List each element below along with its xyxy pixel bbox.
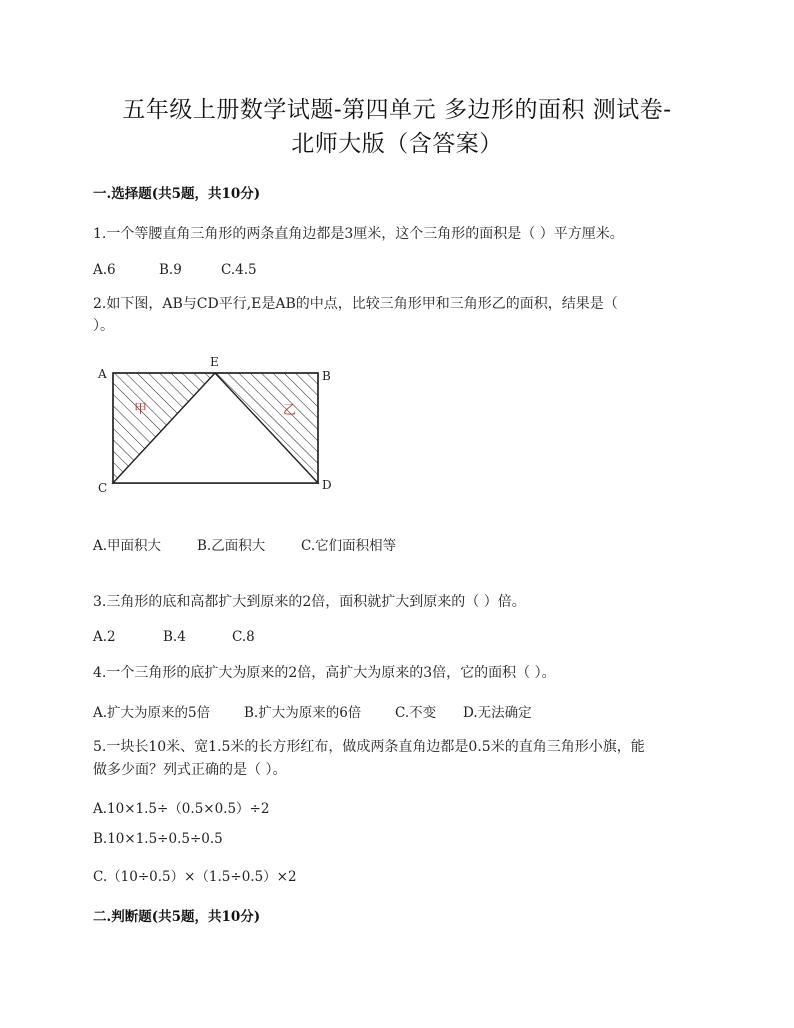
question-5-text-line1: 5.一块长10米、宽1.5米的长方形红布，做成两条直角边都是0.5米的直角三角形小旗，能 <box>93 739 645 755</box>
q4-option-d: D.无法确定 <box>463 705 532 721</box>
q5-option-c: C.（10÷0.5）×（1.5÷0.5）×2 <box>93 869 297 885</box>
q3-option-a: A.2 <box>93 629 116 645</box>
q5-option-b: B.10×1.5÷0.5÷0.5 <box>93 831 223 847</box>
page-title-line1: 五年级上册数学试题-第四单元 多边形的面积 测试卷- <box>122 97 672 123</box>
q1-option-a: A.6 <box>93 262 116 278</box>
question-5-text-line2: 做多少面？列式正确的是（ ）。 <box>93 762 287 778</box>
question-3-text: 3.三角形的底和高都扩大到原来的2倍，面积就扩大到原来的（ ）倍。 <box>93 594 526 610</box>
q1-option-b: B.9 <box>159 262 182 278</box>
q4-option-c: C.不变 <box>395 705 437 721</box>
vertex-label-c: C <box>98 481 108 495</box>
question-1-text: 1.一个等腰直角三角形的两条直角边都是3厘米，这个三角形的面积是（ ）平方厘米。 <box>93 226 624 242</box>
q4-option-a: A.扩大为原来的5倍 <box>93 705 211 721</box>
vertex-label-b: B <box>322 369 331 383</box>
vertex-label-a: A <box>98 367 107 381</box>
section-heading-choice: 一.选择题(共5题，共10分) <box>93 186 261 202</box>
section-heading-judgement: 二.判断题(共5题，共10分) <box>93 909 261 925</box>
q5-option-a: A.10×1.5÷（0.5×0.5）÷2 <box>93 801 270 817</box>
q1-option-c: C.4.5 <box>221 262 257 278</box>
vertex-label-e: E <box>210 355 219 369</box>
trapezoid-figure <box>93 352 343 502</box>
region-label-yi: 乙 <box>283 403 297 418</box>
q2-option-c: C.它们面积相等 <box>301 538 397 554</box>
q3-option-b: B.4 <box>163 629 186 645</box>
q4-option-b: B.扩大为原来的6倍 <box>244 705 362 721</box>
vertex-label-d: D <box>322 478 332 492</box>
q2-option-b: B.乙面积大 <box>197 538 266 554</box>
page-title-line2: 北师大版（含答案） <box>291 131 503 157</box>
question-4-text: 4.一个三角形的底扩大为原来的2倍，高扩大为原来的3倍，它的面积（ ）。 <box>93 665 556 681</box>
region-label-jia: 甲 <box>134 402 148 417</box>
question-2-text-line1: 2.如下图，AB与CD平行,E是AB的中点，比较三角形甲和三角形乙的面积，结果是（ <box>93 296 618 312</box>
question-2-text-line2: ）。 <box>93 318 114 334</box>
q2-option-a: A.甲面积大 <box>93 538 162 554</box>
q3-option-c: C.8 <box>232 629 255 645</box>
